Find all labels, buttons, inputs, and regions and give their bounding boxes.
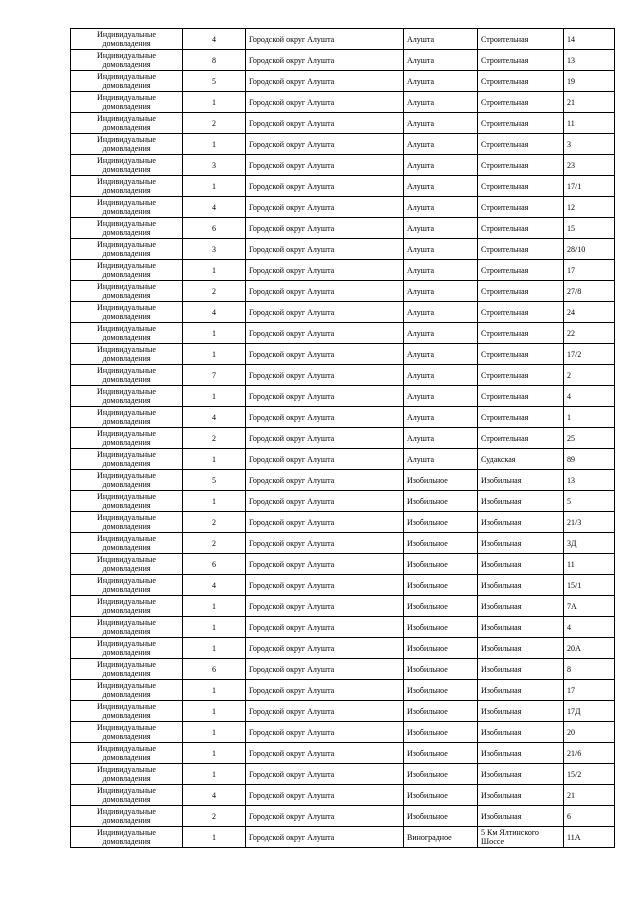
cell-street: Изобильная	[478, 575, 564, 596]
cell-district: Городской округ Алушта	[246, 554, 404, 575]
cell-house-number: 11	[564, 554, 615, 575]
cell-house-number: 28/10	[564, 239, 615, 260]
table-row	[71, 113, 615, 134]
table-row	[71, 92, 615, 113]
cell-district: Городской округ Алушта	[246, 323, 404, 344]
cell-house-number: 14	[564, 29, 615, 50]
cell-street: Изобильная	[478, 491, 564, 512]
cell-locality: Алушта	[404, 176, 478, 197]
cell-count: 2	[183, 113, 246, 134]
cell-count: 4	[183, 29, 246, 50]
cell-district: Городской округ Алушта	[246, 722, 404, 743]
cell-locality: Алушта	[404, 260, 478, 281]
cell-count: 4	[183, 575, 246, 596]
cell-building-type: Индивидуальные домовладения	[71, 407, 183, 428]
cell-count: 1	[183, 134, 246, 155]
cell-house-number: 17/1	[564, 176, 615, 197]
cell-house-number: 89	[564, 449, 615, 470]
cell-locality: Алушта	[404, 29, 478, 50]
cell-street: Строительная	[478, 92, 564, 113]
cell-building-type: Индивидуальные домовладения	[71, 260, 183, 281]
cell-count: 1	[183, 764, 246, 785]
table-row	[71, 638, 615, 659]
cell-count: 4	[183, 407, 246, 428]
cell-building-type: Индивидуальные домовладения	[71, 680, 183, 701]
cell-count: 6	[183, 218, 246, 239]
cell-building-type: Индивидуальные домовладения	[71, 827, 183, 848]
cell-house-number: 13	[564, 470, 615, 491]
cell-locality: Алушта	[404, 239, 478, 260]
cell-street: Изобильная	[478, 596, 564, 617]
cell-locality: Изобильное	[404, 764, 478, 785]
cell-count: 5	[183, 71, 246, 92]
cell-house-number: 19	[564, 71, 615, 92]
cell-locality: Алушта	[404, 449, 478, 470]
cell-house-number: 3Д	[564, 533, 615, 554]
cell-street: Изобильная	[478, 638, 564, 659]
cell-count: 5	[183, 470, 246, 491]
table-row	[71, 827, 615, 848]
cell-count: 1	[183, 596, 246, 617]
cell-building-type: Индивидуальные домовладения	[71, 638, 183, 659]
cell-locality: Изобильное	[404, 491, 478, 512]
cell-district: Городской округ Алушта	[246, 575, 404, 596]
table-row	[71, 512, 615, 533]
cell-street: Изобильная	[478, 554, 564, 575]
cell-district: Городской округ Алушта	[246, 659, 404, 680]
cell-count: 1	[183, 449, 246, 470]
cell-house-number: 8	[564, 659, 615, 680]
cell-building-type: Индивидуальные домовладения	[71, 743, 183, 764]
table-row	[71, 533, 615, 554]
table-row	[71, 659, 615, 680]
table-row	[71, 71, 615, 92]
cell-building-type: Индивидуальные домовладения	[71, 344, 183, 365]
cell-building-type: Индивидуальные домовладения	[71, 575, 183, 596]
table-row	[71, 29, 615, 50]
cell-building-type: Индивидуальные домовладения	[71, 176, 183, 197]
cell-street: Изобильная	[478, 785, 564, 806]
cell-house-number: 21/3	[564, 512, 615, 533]
cell-district: Городской округ Алушта	[246, 50, 404, 71]
cell-count: 1	[183, 722, 246, 743]
cell-count: 1	[183, 323, 246, 344]
cell-building-type: Индивидуальные домовладения	[71, 764, 183, 785]
cell-building-type: Индивидуальные домовладения	[71, 470, 183, 491]
cell-house-number: 15	[564, 218, 615, 239]
cell-locality: Изобильное	[404, 638, 478, 659]
cell-street: Строительная	[478, 50, 564, 71]
cell-building-type: Индивидуальные домовладения	[71, 512, 183, 533]
cell-street: Изобильная	[478, 806, 564, 827]
cell-street: Строительная	[478, 302, 564, 323]
cell-house-number: 15/2	[564, 764, 615, 785]
cell-house-number: 20А	[564, 638, 615, 659]
table-row	[71, 596, 615, 617]
cell-district: Городской округ Алушта	[246, 470, 404, 491]
table-row	[71, 176, 615, 197]
table-row	[71, 155, 615, 176]
cell-district: Городской округ Алушта	[246, 407, 404, 428]
cell-house-number: 17Д	[564, 701, 615, 722]
cell-building-type: Индивидуальные домовладения	[71, 134, 183, 155]
cell-count: 2	[183, 533, 246, 554]
cell-street: Строительная	[478, 386, 564, 407]
cell-locality: Алушта	[404, 92, 478, 113]
cell-locality: Алушта	[404, 323, 478, 344]
cell-house-number: 15/1	[564, 575, 615, 596]
cell-street: Строительная	[478, 344, 564, 365]
table-row	[71, 680, 615, 701]
cell-count: 4	[183, 785, 246, 806]
cell-street: Строительная	[478, 281, 564, 302]
table-row	[71, 407, 615, 428]
table-row	[71, 134, 615, 155]
cell-district: Городской округ Алушта	[246, 764, 404, 785]
cell-street: Строительная	[478, 197, 564, 218]
cell-house-number: 22	[564, 323, 615, 344]
cell-district: Городской округ Алушта	[246, 134, 404, 155]
cell-count: 6	[183, 554, 246, 575]
cell-count: 1	[183, 344, 246, 365]
cell-district: Городской округ Алушта	[246, 680, 404, 701]
cell-building-type: Индивидуальные домовладения	[71, 155, 183, 176]
cell-building-type: Индивидуальные домовладения	[71, 428, 183, 449]
table-row	[71, 428, 615, 449]
cell-locality: Изобильное	[404, 659, 478, 680]
cell-locality: Алушта	[404, 386, 478, 407]
cell-district: Городской округ Алушта	[246, 260, 404, 281]
cell-house-number: 17/2	[564, 344, 615, 365]
cell-count: 2	[183, 512, 246, 533]
cell-count: 7	[183, 365, 246, 386]
table-row	[71, 302, 615, 323]
cell-district: Городской округ Алушта	[246, 428, 404, 449]
table-row	[71, 281, 615, 302]
table-row	[71, 386, 615, 407]
cell-street: Строительная	[478, 239, 564, 260]
cell-street: Судакская	[478, 449, 564, 470]
cell-building-type: Индивидуальные домовладения	[71, 491, 183, 512]
cell-count: 1	[183, 638, 246, 659]
cell-count: 3	[183, 239, 246, 260]
cell-district: Городской округ Алушта	[246, 239, 404, 260]
cell-count: 2	[183, 281, 246, 302]
cell-count: 1	[183, 680, 246, 701]
cell-count: 6	[183, 659, 246, 680]
cell-street: Строительная	[478, 113, 564, 134]
cell-locality: Алушта	[404, 407, 478, 428]
cell-building-type: Индивидуальные домовладения	[71, 50, 183, 71]
cell-district: Городской округ Алушта	[246, 155, 404, 176]
cell-street: Строительная	[478, 323, 564, 344]
cell-district: Городской округ Алушта	[246, 701, 404, 722]
cell-street: Изобильная	[478, 722, 564, 743]
cell-building-type: Индивидуальные домовладения	[71, 701, 183, 722]
cell-building-type: Индивидуальные домовладения	[71, 596, 183, 617]
housing-table	[70, 28, 615, 848]
cell-street: Изобильная	[478, 743, 564, 764]
cell-street: Изобильная	[478, 701, 564, 722]
cell-count: 1	[183, 491, 246, 512]
cell-district: Городской округ Алушта	[246, 512, 404, 533]
cell-locality: Изобильное	[404, 512, 478, 533]
cell-house-number: 7А	[564, 596, 615, 617]
cell-house-number: 21/6	[564, 743, 615, 764]
cell-count: 1	[183, 176, 246, 197]
cell-district: Городской округ Алушта	[246, 638, 404, 659]
cell-street: Строительная	[478, 428, 564, 449]
cell-locality: Алушта	[404, 428, 478, 449]
cell-locality: Изобильное	[404, 701, 478, 722]
table-row	[71, 323, 615, 344]
cell-house-number: 25	[564, 428, 615, 449]
cell-building-type: Индивидуальные домовладения	[71, 806, 183, 827]
cell-house-number: 1	[564, 407, 615, 428]
table-row	[71, 239, 615, 260]
cell-building-type: Индивидуальные домовладения	[71, 617, 183, 638]
cell-locality: Изобильное	[404, 806, 478, 827]
cell-building-type: Индивидуальные домовладения	[71, 659, 183, 680]
cell-locality: Алушта	[404, 50, 478, 71]
cell-district: Городской округ Алушта	[246, 743, 404, 764]
cell-count: 1	[183, 260, 246, 281]
cell-house-number: 13	[564, 50, 615, 71]
table-row	[71, 50, 615, 71]
cell-house-number: 4	[564, 386, 615, 407]
cell-district: Городской округ Алушта	[246, 302, 404, 323]
cell-house-number: 12	[564, 197, 615, 218]
cell-district: Городской округ Алушта	[246, 533, 404, 554]
cell-district: Городской округ Алушта	[246, 176, 404, 197]
cell-locality: Алушта	[404, 71, 478, 92]
cell-count: 2	[183, 806, 246, 827]
cell-house-number: 4	[564, 617, 615, 638]
cell-district: Городской округ Алушта	[246, 197, 404, 218]
cell-building-type: Индивидуальные домовладения	[71, 29, 183, 50]
cell-building-type: Индивидуальные домовладения	[71, 785, 183, 806]
cell-locality: Алушта	[404, 365, 478, 386]
cell-count: 1	[183, 386, 246, 407]
cell-street: 5 Км Ялтинского Шоссе	[478, 827, 564, 848]
cell-building-type: Индивидуальные домовладения	[71, 239, 183, 260]
cell-district: Городской округ Алушта	[246, 386, 404, 407]
table-row	[71, 575, 615, 596]
cell-district: Городской округ Алушта	[246, 827, 404, 848]
table-row	[71, 218, 615, 239]
cell-house-number: 2	[564, 365, 615, 386]
cell-building-type: Индивидуальные домовладения	[71, 533, 183, 554]
cell-district: Городской округ Алушта	[246, 785, 404, 806]
table-row	[71, 722, 615, 743]
cell-street: Изобильная	[478, 470, 564, 491]
table-row	[71, 365, 615, 386]
cell-house-number: 6	[564, 806, 615, 827]
cell-district: Городской округ Алушта	[246, 806, 404, 827]
cell-street: Изобильная	[478, 533, 564, 554]
cell-building-type: Индивидуальные домовладения	[71, 722, 183, 743]
cell-building-type: Индивидуальные домовладения	[71, 218, 183, 239]
cell-locality: Алушта	[404, 113, 478, 134]
cell-locality: Изобильное	[404, 617, 478, 638]
cell-locality: Изобильное	[404, 470, 478, 491]
cell-locality: Алушта	[404, 134, 478, 155]
cell-building-type: Индивидуальные домовладения	[71, 323, 183, 344]
cell-locality: Изобильное	[404, 575, 478, 596]
cell-district: Городской округ Алушта	[246, 113, 404, 134]
cell-building-type: Индивидуальные домовладения	[71, 365, 183, 386]
cell-street: Изобильная	[478, 680, 564, 701]
table-row	[71, 449, 615, 470]
cell-building-type: Индивидуальные домовладения	[71, 386, 183, 407]
cell-locality: Алушта	[404, 281, 478, 302]
cell-district: Городской округ Алушта	[246, 29, 404, 50]
cell-locality: Алушта	[404, 197, 478, 218]
cell-building-type: Индивидуальные домовладения	[71, 449, 183, 470]
cell-locality: Алушта	[404, 218, 478, 239]
cell-house-number: 17	[564, 680, 615, 701]
cell-district: Городской округ Алушта	[246, 344, 404, 365]
cell-building-type: Индивидуальные домовладения	[71, 92, 183, 113]
cell-locality: Изобильное	[404, 596, 478, 617]
table-row	[71, 764, 615, 785]
cell-house-number: 23	[564, 155, 615, 176]
table-row	[71, 470, 615, 491]
cell-locality: Изобильное	[404, 743, 478, 764]
cell-building-type: Индивидуальные домовладения	[71, 554, 183, 575]
cell-district: Городской округ Алушта	[246, 281, 404, 302]
table-row	[71, 197, 615, 218]
cell-street: Строительная	[478, 29, 564, 50]
cell-house-number: 11А	[564, 827, 615, 848]
cell-house-number: 27/8	[564, 281, 615, 302]
cell-street: Строительная	[478, 218, 564, 239]
cell-count: 1	[183, 92, 246, 113]
cell-locality: Изобильное	[404, 785, 478, 806]
cell-street: Строительная	[478, 134, 564, 155]
cell-street: Строительная	[478, 71, 564, 92]
table-row	[71, 806, 615, 827]
cell-locality: Алушта	[404, 344, 478, 365]
cell-building-type: Индивидуальные домовладения	[71, 197, 183, 218]
table-row	[71, 743, 615, 764]
cell-street: Изобильная	[478, 659, 564, 680]
cell-street: Изобильная	[478, 617, 564, 638]
cell-house-number: 11	[564, 113, 615, 134]
cell-house-number: 5	[564, 491, 615, 512]
cell-street: Строительная	[478, 176, 564, 197]
cell-street: Изобильная	[478, 764, 564, 785]
cell-count: 4	[183, 197, 246, 218]
cell-count: 3	[183, 155, 246, 176]
cell-locality: Изобильное	[404, 722, 478, 743]
cell-house-number: 20	[564, 722, 615, 743]
cell-street: Изобильная	[478, 512, 564, 533]
cell-street: Строительная	[478, 365, 564, 386]
cell-count: 4	[183, 302, 246, 323]
table-body	[71, 29, 615, 848]
cell-house-number: 21	[564, 785, 615, 806]
cell-district: Городской округ Алушта	[246, 617, 404, 638]
cell-locality: Алушта	[404, 155, 478, 176]
cell-count: 8	[183, 50, 246, 71]
cell-building-type: Индивидуальные домовладения	[71, 281, 183, 302]
table-row	[71, 491, 615, 512]
cell-district: Городской округ Алушта	[246, 365, 404, 386]
cell-count: 1	[183, 827, 246, 848]
cell-count: 1	[183, 701, 246, 722]
cell-district: Городской округ Алушта	[246, 92, 404, 113]
cell-house-number: 21	[564, 92, 615, 113]
cell-house-number: 17	[564, 260, 615, 281]
cell-district: Городской округ Алушта	[246, 449, 404, 470]
cell-building-type: Индивидуальные домовладения	[71, 113, 183, 134]
cell-district: Городской округ Алушта	[246, 218, 404, 239]
table-row	[71, 344, 615, 365]
table-row	[71, 260, 615, 281]
cell-locality: Изобильное	[404, 680, 478, 701]
cell-district: Городской округ Алушта	[246, 71, 404, 92]
cell-building-type: Индивидуальные домовладения	[71, 71, 183, 92]
cell-locality: Алушта	[404, 302, 478, 323]
cell-street: Строительная	[478, 260, 564, 281]
cell-house-number: 3	[564, 134, 615, 155]
cell-locality: Виноградное	[404, 827, 478, 848]
cell-count: 1	[183, 617, 246, 638]
cell-count: 1	[183, 743, 246, 764]
table-row	[71, 701, 615, 722]
cell-building-type: Индивидуальные домовладения	[71, 302, 183, 323]
cell-street: Строительная	[478, 407, 564, 428]
table-row	[71, 785, 615, 806]
cell-count: 2	[183, 428, 246, 449]
table-row	[71, 617, 615, 638]
cell-district: Городской округ Алушта	[246, 596, 404, 617]
cell-locality: Изобильное	[404, 554, 478, 575]
cell-locality: Изобильное	[404, 533, 478, 554]
table-row	[71, 554, 615, 575]
cell-street: Строительная	[478, 155, 564, 176]
cell-house-number: 24	[564, 302, 615, 323]
cell-district: Городской округ Алушта	[246, 491, 404, 512]
